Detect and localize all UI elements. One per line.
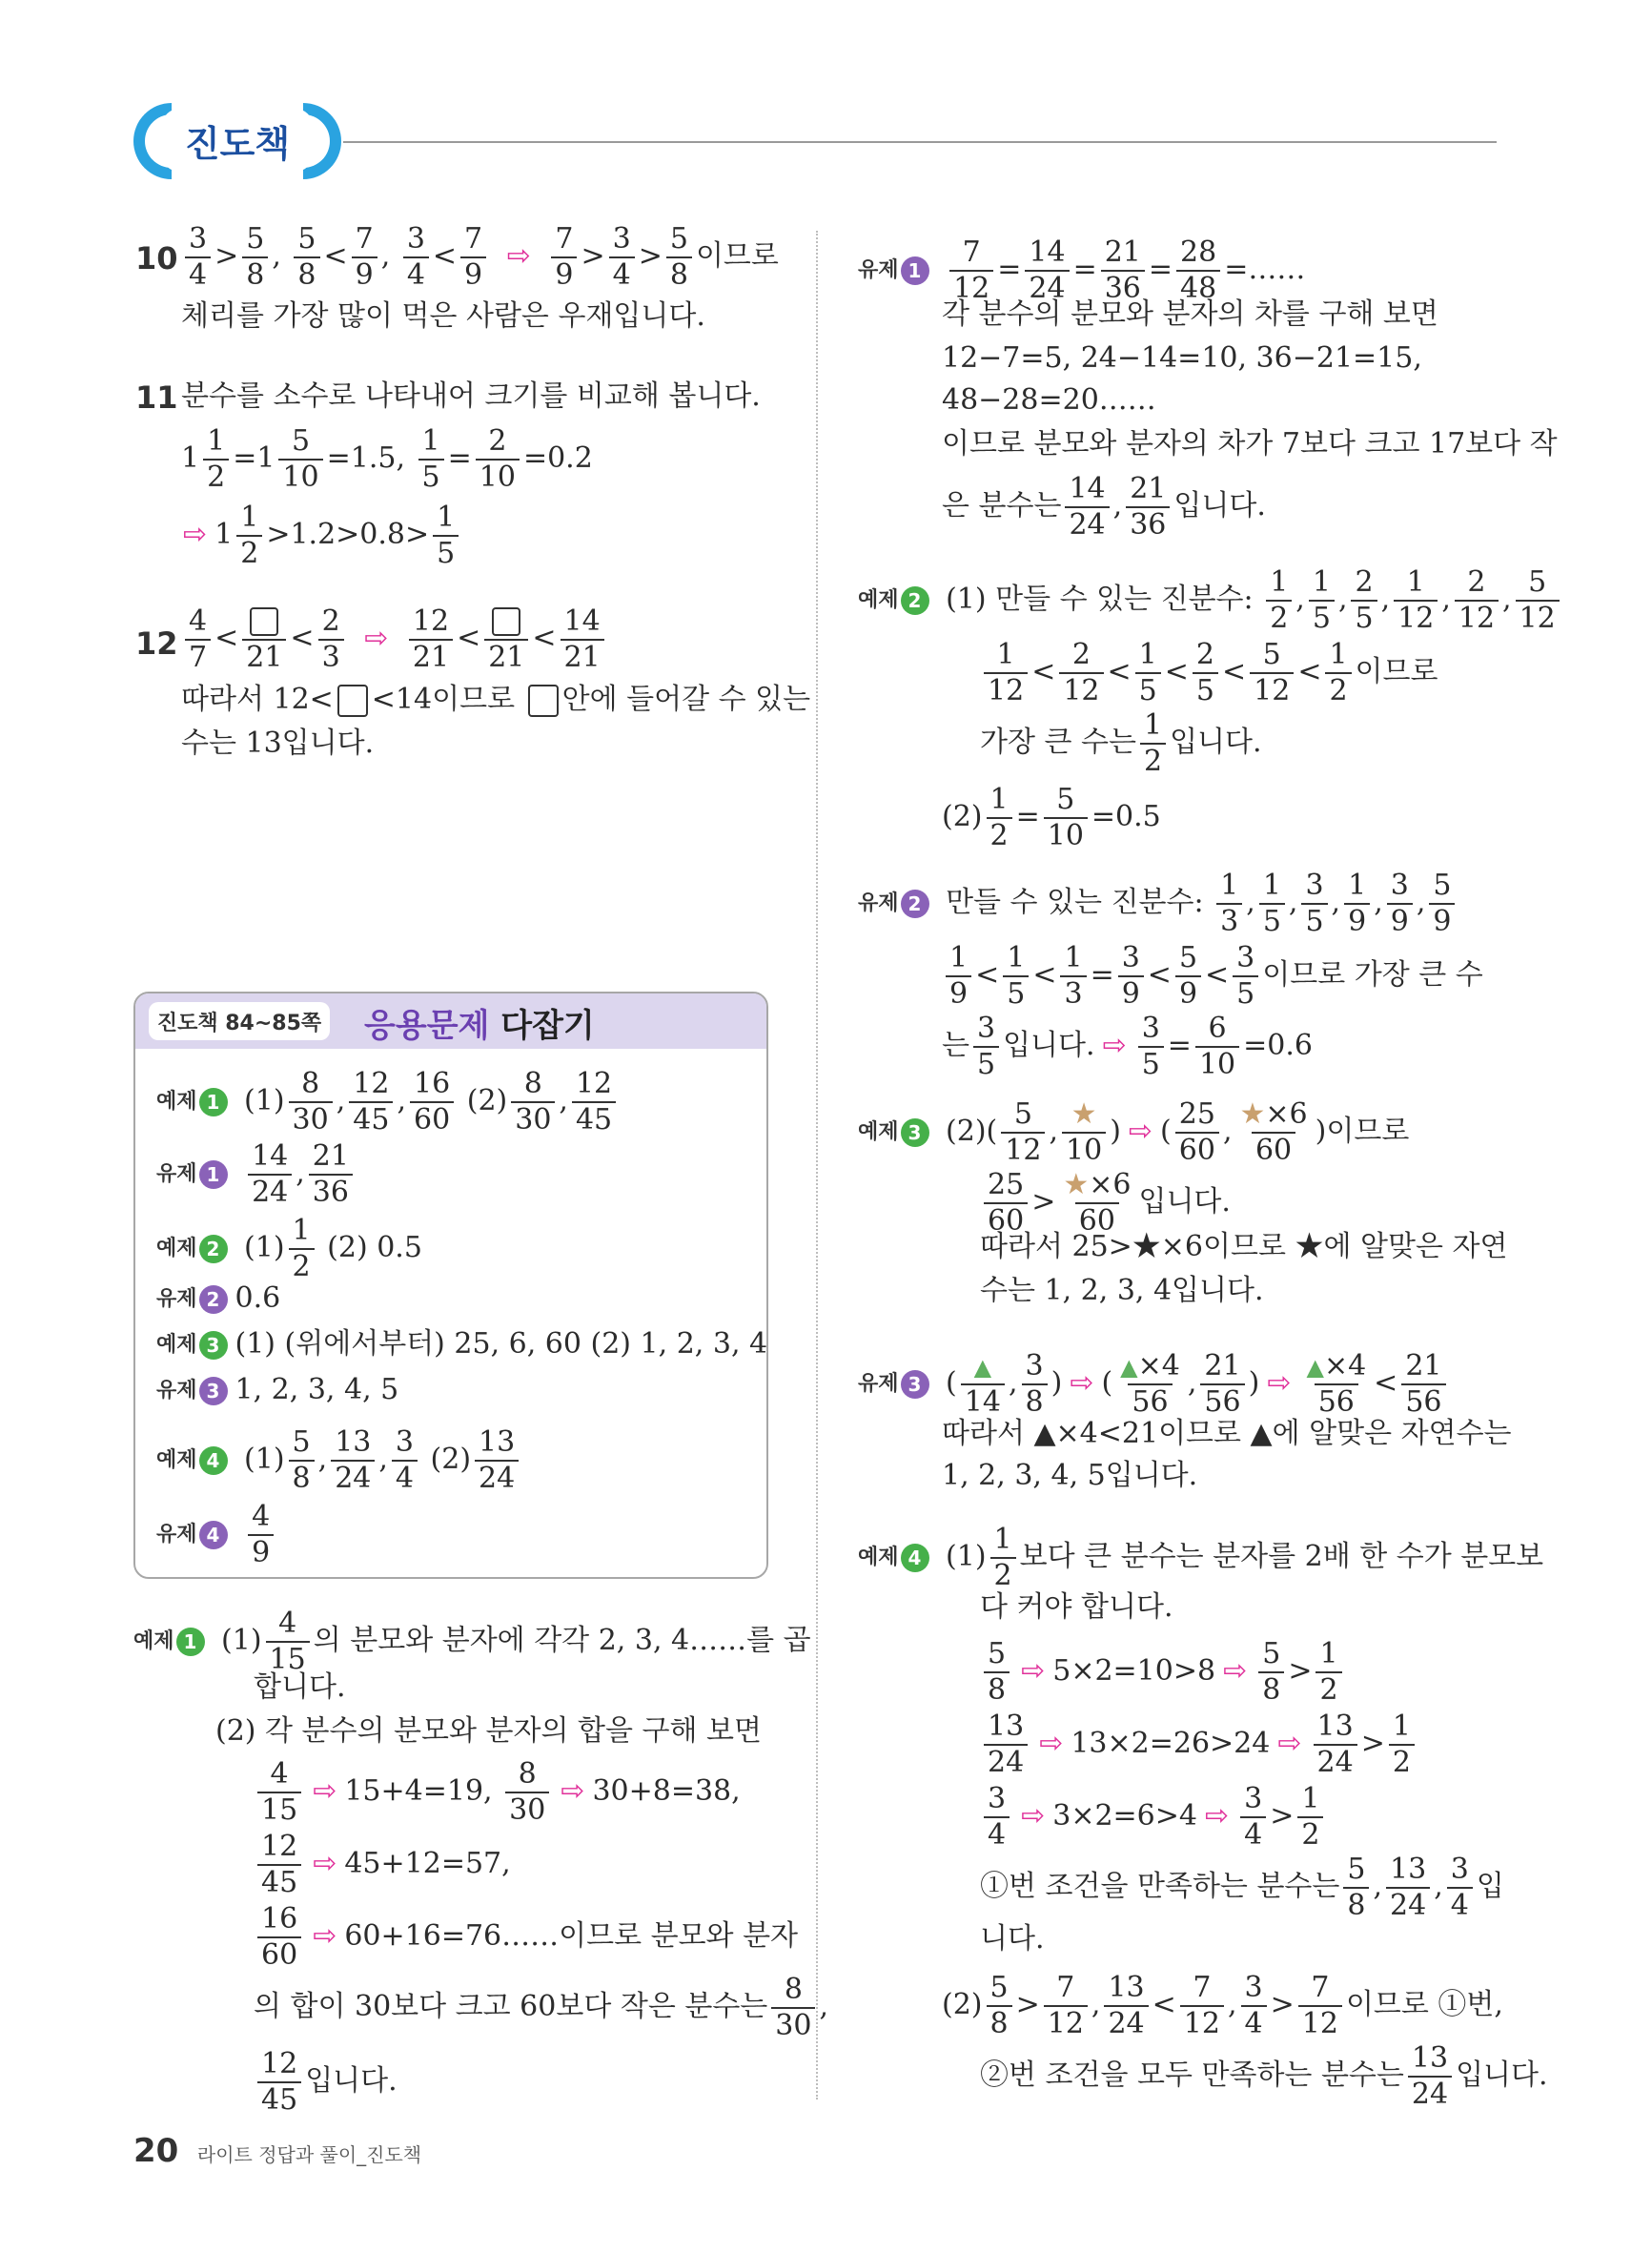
blank-box [337,685,368,717]
q12-line2: 따라서 12< <14이므로 안에 들어갈 수 있는 [181,683,811,716]
question-number: 11 [135,379,178,416]
q10-tail: 이므로 [695,239,779,273]
sol-yeje4-line7: 니다. [980,1922,1045,1956]
sol-yeje1-line1: 예제 1 (1) $\frac{4}{15}$ 의 분모와 분자에 각각 2, 3, 4……를 곱 [133,1607,811,1676]
summary-row: 유제 1 $\frac{14}{24}$ , $\frac{21}{36}$ [156,1142,357,1207]
summary-title: 응용문제 다잡기 [364,1007,595,1045]
sol-yuje1-line2: 각 분수의 분모와 분자의 차를 구해 보면 [942,297,1438,331]
sol-yeje1-line4: $\frac{4}{15}$ ⇨ 15+4=19, $\frac{8}{30}$ ⇨ 30+8=38, [254,1760,741,1825]
sol-yuje2-line2: $\frac{1}{9}$ < $\frac{1}{5}$ < $\frac{1}{3}$ = $\frac{3}{9}$ < $\frac{5}{9}$ < $\frac{3}{5}$ 이므로 가장 큰 수 [942,944,1483,1009]
sol-yeje1-line6: $\frac{16}{60}$ ⇨ 60+16=76……이므로 분모와 분자 [254,1905,798,1970]
sol-yuje1-line1: 유제 1 $\frac{7}{12}$ = $\frac{14}{24}$ = $\frac{21}{36}$ = $\frac{28}{48}$ =…… [858,236,1306,305]
sol-yuje1-line4: 48−28=20…… [942,383,1156,417]
sol-yeje1-line3: (2) 각 분수의 분모와 분자의 합을 구해 보면 [215,1714,762,1748]
question-number: 12 [135,625,178,662]
sol-yeje3-line4: 수는 1, 2, 3, 4입니다. [980,1274,1264,1307]
summary-row: 유제 3 1, 2, 3, 4, 5 [156,1373,399,1406]
sol-yeje4-line6: ①번 조건을 만족하는 분수는 $\frac{5}{8}$ , $\frac{13}{24}$ , $\frac{3}{4}$ 입 [980,1853,1504,1922]
arrow-icon: ⇨ [506,239,531,273]
page-reference: 진도책 84~85쪽 [149,1002,330,1040]
sol-yuje3-line2: 따라서 ▲×4<21이므로 ▲에 알맞은 자연수는 [942,1417,1512,1450]
sol-yeje4-line9: ②번 조건을 모두 만족하는 분수는 $\frac{13}{24}$ 입니다. [980,2041,1548,2111]
question-number: 10 [135,240,178,277]
sol-yuje3-line3: 1, 2, 3, 4, 5입니다. [942,1459,1198,1492]
sol-yeje1-line2: 합니다. [254,1670,346,1704]
column-divider [816,231,818,2099]
sol-yeje3-line1: 예제 3 (2)( $\frac{5}{12}$ , $\frac{★}{10}$ ) ⇨ ( $\frac{25}{60}$ , $\frac{★\times 6}{60}$ )이므로 [858,1097,1410,1167]
sol-yuje1-line5: 이므로 분모와 분자의 차가 7보다 크고 17보다 작 [942,427,1558,461]
sol-yeje1-line7: 의 합이 30보다 크고 60보다 작은 분수는 $\frac{8}{30}$ , [254,1973,829,2042]
sol-yeje3-line2: $\frac{25}{60}$ > $\frac{★\times 6}{60}$ 입니다. [980,1171,1231,1236]
sol-yeje3-line3: 따라서 25>★×6이므로 ★에 알맞은 자연 [980,1230,1508,1263]
answer-summary-box [133,992,768,1579]
q11-line3: ⇨ 1 $\frac{1}{2}$ >1.2>0.8> $\frac{1}{5}$ [175,503,462,568]
header-divider [343,141,1497,143]
arrow-icon: ⇨ [364,621,389,655]
q11-line2: 1 $\frac{1}{2}$ =1 $\frac{5}{10}$ =1.5, $\frac{1}{5}$ = $\frac{2}{10}$ =0.2 [181,424,593,494]
q10-line2: 체리를 가장 많이 먹은 사람은 우재입니다. [181,299,705,333]
sol-yuje3-line1: 유제 3 ( $\frac{▲}{14}$ , $\frac{3}{8}$ ) ⇨ ( $\frac{▲\times 4}{56}$ , $\frac{21}{56}$ ) ⇨ $\frac{▲\times 4}{56}$ < $\frac{21}{56}$ [858,1352,1450,1417]
sol-yeje2-line3: 가장 큰 수는 $\frac{1}{2}$ 입니다. [980,708,1262,778]
sol-yeje2-line4: (2) $\frac{1}{2}$ = $\frac{5}{10}$ =0.5 [942,783,1161,852]
header-tab [133,103,341,179]
sol-yeje4-line4: $\frac{13}{24}$ ⇨ 13×2=26>24 ⇨ $\frac{13}{24}$ > $\frac{1}{2}$ [980,1712,1418,1777]
sol-yeje4-line3: $\frac{5}{8}$ ⇨ 5×2=10>8 ⇨ $\frac{5}{8}$ > $\frac{1}{2}$ [980,1640,1346,1705]
sol-yuje1-line6: 은 분수는 $\frac{14}{24}$ , $\frac{21}{36}$ 입니다. [942,472,1266,542]
summary-row: 유제 2 0.6 [156,1281,281,1315]
summary-row: 예제 4 (1) $\frac{5}{8}$ , $\frac{13}{24}$ , $\frac{3}{4}$ (2) $\frac{13}{24}$ [156,1428,522,1493]
sol-yeje2-line2: $\frac{1}{12}$ < $\frac{2}{12}$ < $\frac{1}{5}$ < $\frac{2}{5}$ < $\frac{5}{12}$ < $\frac{1}{2}$ 이므로 [980,641,1438,706]
summary-row: 예제 2 (1) $\frac{1}{2}$ (2) 0.5 [156,1214,422,1283]
sol-yeje1-line8: $\frac{12}{45}$ 입니다. [254,2050,398,2115]
summary-row: 예제 3 (1) (위에서부터) 25, 6, 60 (2) 1, 2, 3, 4 [156,1327,768,1361]
sol-yeje4-line5: $\frac{3}{4}$ ⇨ 3×2=6>4 ⇨ $\frac{3}{4}$ > $\frac{1}{2}$ [980,1785,1327,1850]
sol-yuje1-line3: 12−7=5, 24−14=10, 36−21=15, [942,341,1422,375]
summary-header [135,993,766,1049]
page-number: 20 [133,2132,179,2170]
sol-yuje2-line1: 유제 2 만들 수 있는 진분수: $\frac{1}{3}$ , $\frac{1}{5}$ , $\frac{3}{5}$ , $\frac{1}{9}$ , $\frac{3}{9}$ , $\frac{5}{9}$ [858,871,1458,936]
page-title: 진도책 [162,109,313,172]
book-title: 라이트 정답과 풀이_진도책 [196,2143,422,2166]
sol-yeje1-line5: $\frac{12}{45}$ ⇨ 45+12=57, [254,1833,511,1897]
blank-box [528,685,559,717]
arrow-icon: ⇨ [183,518,208,551]
sol-yeje4-line1: 예제 4 (1) $\frac{1}{2}$ 보다 큰 분수는 분자를 2배 한 수가 분모보 [858,1523,1544,1592]
page-footer [133,2132,421,2170]
summary-row: 유제 4 $\frac{4}{9}$ [156,1503,277,1567]
q11-line1: 분수를 소수로 나타내어 크기를 비교해 봅니다. [181,379,761,413]
sol-yeje4-line2: 다 커야 합니다. [980,1590,1173,1624]
q12-line1: $\frac{4}{7}$ < 21 < $\frac{2}{3}$ ⇨ $\frac{12}{21}$ < 21 < $\frac{14}{21}$ [181,606,608,672]
sol-yuje2-line3: 는 $\frac{3}{5}$ 입니다. ⇨ $\frac{3}{5}$ = $\frac{6}{10}$ =0.6 [942,1012,1313,1081]
summary-row: 예제 1 (1) $\frac{8}{30}$ , $\frac{12}{45}$ , $\frac{16}{60}$ (2) $\frac{8}{30}$ , $\frac{12}{45}$ [156,1070,620,1135]
q10-line1: $\frac{3}{4}$ > $\frac{5}{8}$ , $\frac{5}{8}$ < $\frac{7}{9}$ , $\frac{3}{4}$ < $\frac{7}{9}$ ⇨ $\frac{7}{9}$ > $\frac{3}{4}$ > $\frac{5}{8}$ 이므로 [181,225,779,290]
sol-yeje4-line8: (2) $\frac{5}{8}$ > $\frac{7}{12}$ , $\frac{13}{24}$ < $\frac{7}{12}$ , $\frac{3}{4}$ > $\frac{7}{12}$ 이므로 ①번, [942,1971,1503,2040]
q12-line3: 수는 13입니다. [181,727,375,760]
sol-yeje2-line1: 예제 2 (1) 만들 수 있는 진분수: $\frac{1}{2}$ , $\frac{1}{5}$ , $\frac{2}{5}$ , $\frac{1}{12}$ , $\frac{2}{12}$ , $\frac{5}{12}$ [858,568,1563,633]
